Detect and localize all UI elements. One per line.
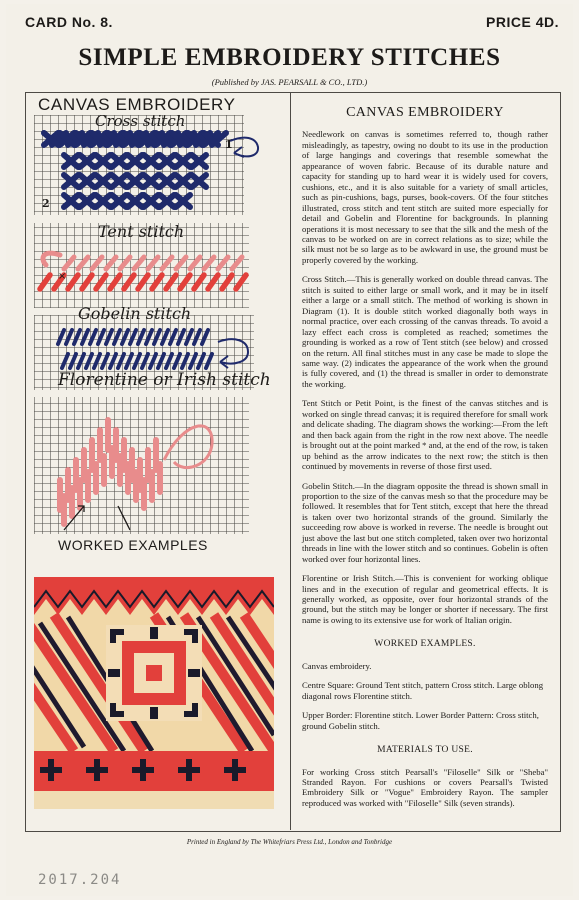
article-heading: CANVAS EMBROIDERY <box>346 105 504 120</box>
tent-stitch-label: Tent stitch <box>98 222 185 241</box>
materials-heading: MATERIALS TO USE. <box>377 745 473 756</box>
worked-example-3: Upper Border: Florentine stitch. Lower Border Pattern: Cross stitch, ground Gobelin stitch. <box>302 710 539 731</box>
cross-stitch-diagram <box>34 115 284 215</box>
worked-sampler-image <box>34 577 274 809</box>
materials-paragraph: For working Cross stitch Pearsall's "Filoselle" Silk or "Sheba" Stranded Rayon. For cushions or covers Pearsall's Twisted Embroidery Silk or "Vogue" Embroidery Rayon. The sampler reproduced was worked with "Filoselle" Silk (seven strands). <box>302 766 548 808</box>
intro-paragraph: Needlework on canvas is sometimes referred to, though rather misleadingly, as tapestry, owing no doubt to its use in the production of large hangings and coverings that resemble somewhat the appearance of woven fabric. Because of its durable nature and capacity for standing up to hard wear it is widely used for covers, cushions, etc., and it is also suitable for a variety of small articles, such as pin-cushions, bags, purses, book-covers. Of the four stitches illustrated, cross stitch and tent stitch are suited more especially for detail and Gobelin and Florentine for backgrounds. In planning operations it is most necessary to see that the silk and the mesh of the canvas to be worked on are in correct relations as to size; while the silk must not be so large as to be awkward in use, the ground must be properly covered by the working. <box>302 129 548 265</box>
diagram-title: CANVAS EMBROIDERY <box>38 95 236 114</box>
gobelin-stitch-paragraph: Gobelin Stitch.—In the diagram opposite the thread is shown small in proportion to the size of the canvas mesh so that the procedure may be followed. It resembles that for Tent stitch, except that here the thread is taken over two horizontal strands of the ground. Similarly the succeeding row above is worked in reverse. The needle is brought out just above the last but one stitch completed, taken over two horizontal threads in line with the lower stitch and so continues. Gobelin is often worked over four horizontal lines. <box>302 480 548 564</box>
page-title: SIMPLE EMBROIDERY STITCHES <box>78 44 501 71</box>
worked-example-1: Canvas embroidery. <box>302 660 372 671</box>
worked-examples-heading: WORKED EXAMPLES. <box>374 639 476 650</box>
florentine-stitch-label: Florentine or Irish stitch <box>58 370 271 390</box>
price-label: PRICE 4D. <box>486 14 559 30</box>
article-column <box>302 105 548 817</box>
marker-2-label: 2 <box>42 197 50 210</box>
worked-examples-caption: WORKED EXAMPLES <box>58 537 208 553</box>
printer-footer: Printed in England by The Whitefriars Press Ltd., London and Tonbridge <box>186 838 393 846</box>
marker-1-label: 1 <box>225 138 233 151</box>
column-divider <box>290 92 291 830</box>
pencil-accession-note: 2017.204 <box>38 872 122 888</box>
cross-stitch-label: Cross stitch <box>95 112 186 130</box>
tent-stitch-paragraph: Tent Stitch or Petit Point, is the finest of the canvas stitches and is worked on single thread canvas; it is required therefore for small work and delicate shading. The diagram shows the working:—From the left and then back again from the right in the row next above. The needle is brought out at the point marked * and, at the end of the row, is taken up behind as the arrow indicates to the next row; the stitch is then continued by movements in reverse of those first used. <box>302 398 548 472</box>
publisher-subtitle: (Published by JAS. PEARSALL & CO., LTD.) <box>211 77 368 87</box>
cross-stitch-paragraph: Cross Stitch.—This is generally worked on double thread canvas. The stitch is suited to either large or small work, and it may be in itself either a large or a small stitch. The method of working is shown in Diagram (1). It is double stitch worked diagonally both ways in normal practice, over each crossing of the canvas threads. To avoid a lazy effect each cross is completed as reached; sometimes the grounding is worked as a row of Tent stitch (see below) and crossed on the return. All final stitches must in any case be made to slope the same way. (2) indicates the appearance of the work when the ground is fully covered, and (1) the thread is smaller in order to demonstrate the working. <box>302 274 548 389</box>
card-number: CARD No. 8. <box>25 14 113 30</box>
florentine-stitch-diagram <box>34 400 284 535</box>
svg-text:×: × <box>58 271 67 282</box>
florentine-stitch-paragraph: Florentine or Irish Stitch.—This is convenient for working oblique lines and in the execution of regular and geometrical effects. It is generally worked, as opposite, over four horizontal strands of the ground, but the stitch may be longer or shorter if necessary. The first name is owing to its extensive use for work of Italian origin. <box>302 573 548 625</box>
worked-example-2: Centre Square: Ground Tent stitch, pattern Cross stitch. Large oblong diagonal rows Florentine stitch. <box>302 680 544 701</box>
gobelin-stitch-label: Gobelin stitch <box>78 304 192 323</box>
